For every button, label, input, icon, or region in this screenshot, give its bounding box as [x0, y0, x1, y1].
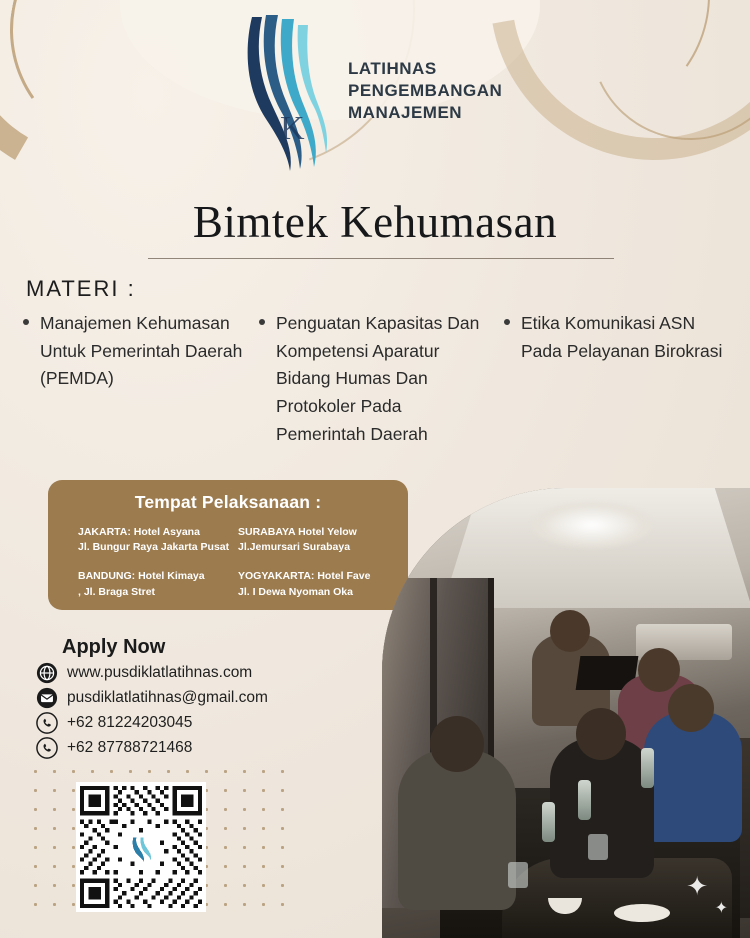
seminar-photo — [382, 488, 750, 938]
list-item: Etika Komunikasi ASN Pada Pelayanan Birokrasi — [503, 310, 740, 365]
venue-name: BANDUNG: Hotel Kimaya — [78, 570, 205, 583]
contact-text: +62 87788721468 — [67, 738, 193, 756]
photo-participant — [644, 712, 742, 842]
materi-column-3 — [503, 310, 740, 448]
svg-text:K: K — [280, 109, 305, 147]
contact-whatsapp-2[interactable] — [36, 737, 366, 759]
whatsapp-icon — [36, 712, 58, 734]
contact-email[interactable] — [36, 687, 366, 709]
contact-whatsapp-1[interactable] — [36, 712, 366, 734]
venue-name: YOGYAKARTA: Hotel Fave — [238, 570, 371, 583]
photo-glass — [508, 862, 528, 888]
photo-bottle — [542, 802, 555, 842]
photo-participant — [398, 750, 516, 910]
photo-bottle — [641, 748, 654, 788]
materi-columns — [22, 310, 740, 448]
contact-text: www.pusdiklatlatihnas.com — [67, 663, 253, 681]
venue-item — [78, 569, 232, 599]
logo-line-3: MANAJEMEN — [348, 102, 463, 122]
materi-column-2 — [258, 310, 495, 448]
globe-icon — [36, 662, 58, 684]
photo-ceiling-light — [532, 502, 652, 548]
contact-list — [36, 662, 366, 762]
photo-bottle — [578, 780, 591, 820]
whatsapp-icon — [36, 737, 58, 759]
contact-text: +62 81224203045 — [67, 713, 193, 731]
sparkle-icon: ✦ — [686, 871, 708, 901]
sparkle-icon: ✦ — [714, 900, 728, 917]
list-item: Penguatan Kapasitas Dan Kompetensi Aparatur Bidang Humas Dan Protokoler Pada Pemerintah Daerah — [258, 310, 495, 448]
venue-address: , Jl. Braga Stret — [78, 585, 156, 598]
brand-logo-text — [348, 58, 502, 123]
venue-list — [64, 525, 392, 600]
venue-name: SURABAYA Hotel Yelow — [238, 526, 357, 538]
venue-item — [238, 525, 392, 555]
venue-item — [78, 525, 232, 555]
venue-address: Jl.Jemursari Surabaya — [238, 541, 351, 554]
venue-box — [48, 480, 408, 610]
contact-website[interactable] — [36, 662, 366, 684]
venue-item — [238, 569, 392, 599]
page-title: Bimtek Kehumasan — [192, 197, 558, 247]
logo-line-2: PENGEMBANGAN — [348, 81, 503, 101]
venue-address: Jl. I Dewa Nyoman Oka — [238, 585, 353, 598]
brand-logo — [222, 6, 522, 176]
latihnas-logo-icon — [222, 9, 342, 174]
photo-glass — [588, 834, 608, 860]
logo-line-1: LATIHNAS — [348, 59, 437, 79]
photo-plate — [614, 904, 670, 922]
qr-code-image — [80, 786, 202, 908]
email-icon — [36, 687, 58, 709]
contact-text: pusdiklatlatihnas@gmail.com — [67, 688, 268, 706]
materi-column-1 — [22, 310, 250, 448]
apply-now-heading: Apply Now — [62, 636, 166, 658]
list-item: Manajemen Kehumasan Untuk Pemerintah Daerah (PEMDA) — [22, 310, 250, 393]
venue-name: JAKARTA: Hotel Asyana — [78, 526, 200, 538]
venue-heading: Tempat Pelaksanaan : — [134, 492, 322, 512]
title-divider — [148, 258, 614, 259]
qr-code[interactable] — [76, 782, 206, 912]
venue-address: Jl. Bungur Raya Jakarta Pusat — [78, 541, 230, 554]
materi-label: MATERI : — [26, 276, 136, 301]
